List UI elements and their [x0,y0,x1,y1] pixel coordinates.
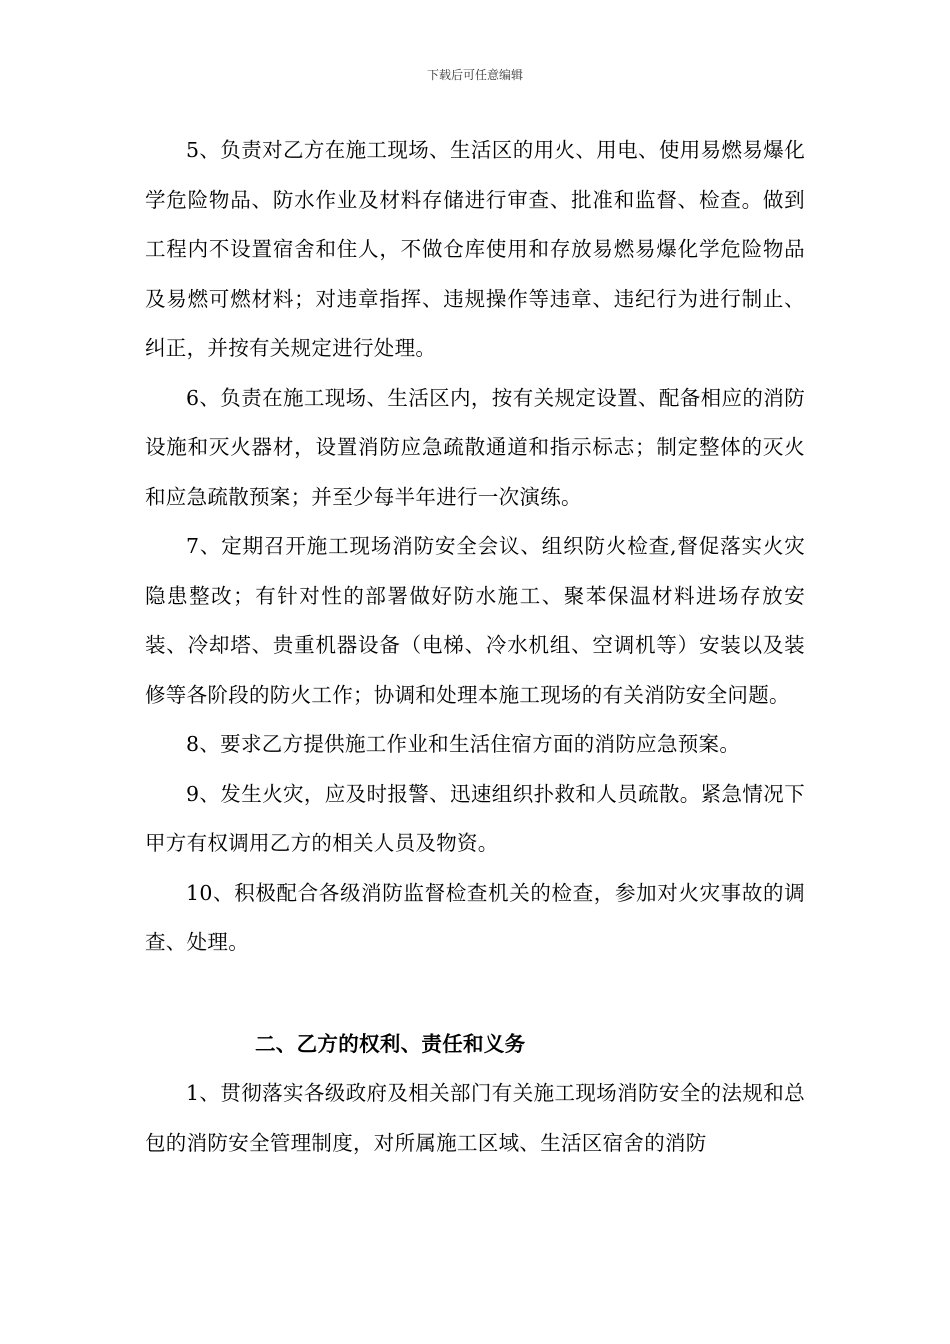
paragraph-item-10: 10、积极配合各级消防监督检查机关的检查，参加对火灾事故的调查、处理。 [145,880,805,954]
page-header: 下载后可任意编辑 [426,68,523,82]
paragraph-item-6: 6、负责在施工现场、生活区内，按有关规定设置、配备相应的消防设施和灭火器材，设置消防应急疏散通道和指示标志；制定整体的灭火和应急疏散预案；并至少每半年进行一次演练。 [145,385,805,509]
paragraph-item-7: 7、定期召开施工现场消防安全会议、组织防火检查,督促落实火灾隐患整改；有针对性的部署做好防水施工、聚苯保温材料进场存放安装、冷却塔、贵重机器设备（电梯、冷水机组、空调机等）安装以及装修等各阶段的防火工作；协调和处理本施工现场的有关消防安全问题。 [145,534,805,707]
paragraph-item-9: 9、发生火灾，应及时报警、迅速组织扑救和人员疏散。紧急情况下甲方有权调用乙方的相关人员及物资。 [145,781,805,855]
section-heading: 二、乙方的权利、责任和义务 [255,1031,526,1056]
paragraph-item-8: 8、要求乙方提供施工作业和生活住宿方面的消防应急预案。 [186,732,741,756]
section-spacer [145,968,805,1020]
paragraph-item-5: 5、负责对乙方在施工现场、生活区的用火、用电、使用易燃易爆化学危险物品、防水作业及材料存储进行审查、批准和监督、检查。做到工程内不设置宿舍和住人，不做仓库使用和存放易燃易爆化学危险物品及易燃可燃材料；对违章指挥、违规操作等违章、违纪行为进行制止、纠正，并按有关规定进行处理。 [145,138,805,360]
paragraph-party-b-item-1: 1、贯彻落实各级政府及相关部门有关施工现场消防安全的法规和总包的消防安全管理制度，对所属施工区域、生活区宿舍的消防 [145,1081,805,1155]
document-body [145,126,805,1168]
